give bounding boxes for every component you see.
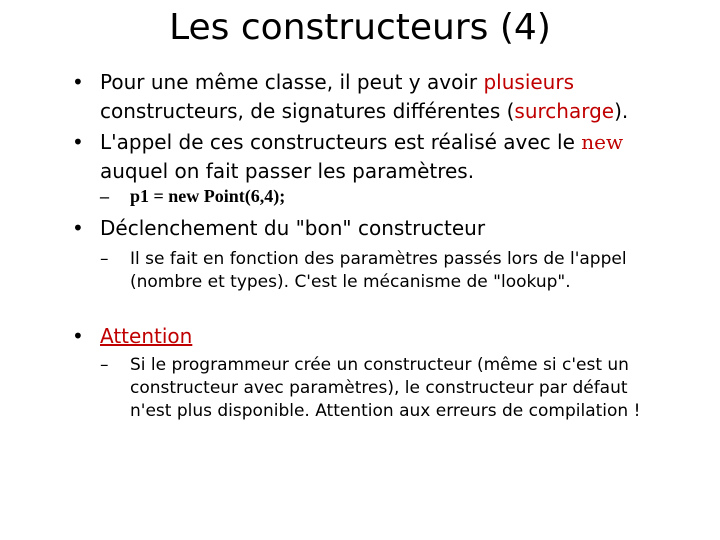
- sub-bullet-marker: –: [100, 249, 109, 269]
- bullet-multiple-constructors: [72, 68, 692, 126]
- sub-bullet-text: Si le programmeur crée un constructeur (même si c'est un constructeur avec paramètres), le constructeur par défaut n'est plus disponible. Attention aux erreurs de compilation !: [130, 355, 641, 421]
- bullet-text: Déclenchement du "bon" constructeur: [100, 216, 486, 240]
- sub-bullet-lookup: [100, 248, 660, 294]
- sub-bullet-default-constructor: [100, 354, 660, 423]
- bullet-text-part: L'appel de ces constructeurs est réalisé avec le: [100, 130, 582, 154]
- highlight-surcharge: surcharge: [514, 99, 615, 123]
- keyword-new: new: [581, 130, 624, 154]
- bullet-good-constructor: [72, 214, 692, 243]
- bullet-text: [100, 128, 692, 186]
- bullet-marker: •: [72, 130, 84, 154]
- bullet-text: [100, 68, 692, 126]
- bullet-marker: •: [72, 324, 84, 348]
- bullet-text-part: auquel on fait passer les paramètres.: [100, 159, 475, 183]
- attention-link[interactable]: Attention: [100, 324, 193, 348]
- bullet-constructor-call: [72, 128, 692, 186]
- bullet-text-part: ).: [614, 99, 629, 123]
- bullet-text: [100, 322, 692, 351]
- bullet-text-part: constructeurs, de signatures différentes (: [100, 99, 515, 123]
- code-example: [100, 184, 285, 208]
- sub-bullet-text: Il se fait en fonction des paramètres passés lors de l'appel (nombre et types). C'est le mécanisme de "lookup".: [130, 249, 627, 292]
- code-example-text: p1 = new Point(6,4);: [130, 186, 286, 206]
- bullet-text-part: Pour une même classe, il peut y avoir: [100, 70, 484, 94]
- bullet-attention: [72, 322, 692, 351]
- sub-bullet-marker: –: [100, 355, 109, 375]
- bullet-marker: •: [72, 216, 84, 240]
- bullet-marker: •: [72, 70, 84, 94]
- highlight-plusieurs: plusieurs: [483, 70, 574, 94]
- slide-title: Les constructeurs (4): [169, 7, 551, 48]
- sub-bullet-marker: –: [100, 186, 109, 206]
